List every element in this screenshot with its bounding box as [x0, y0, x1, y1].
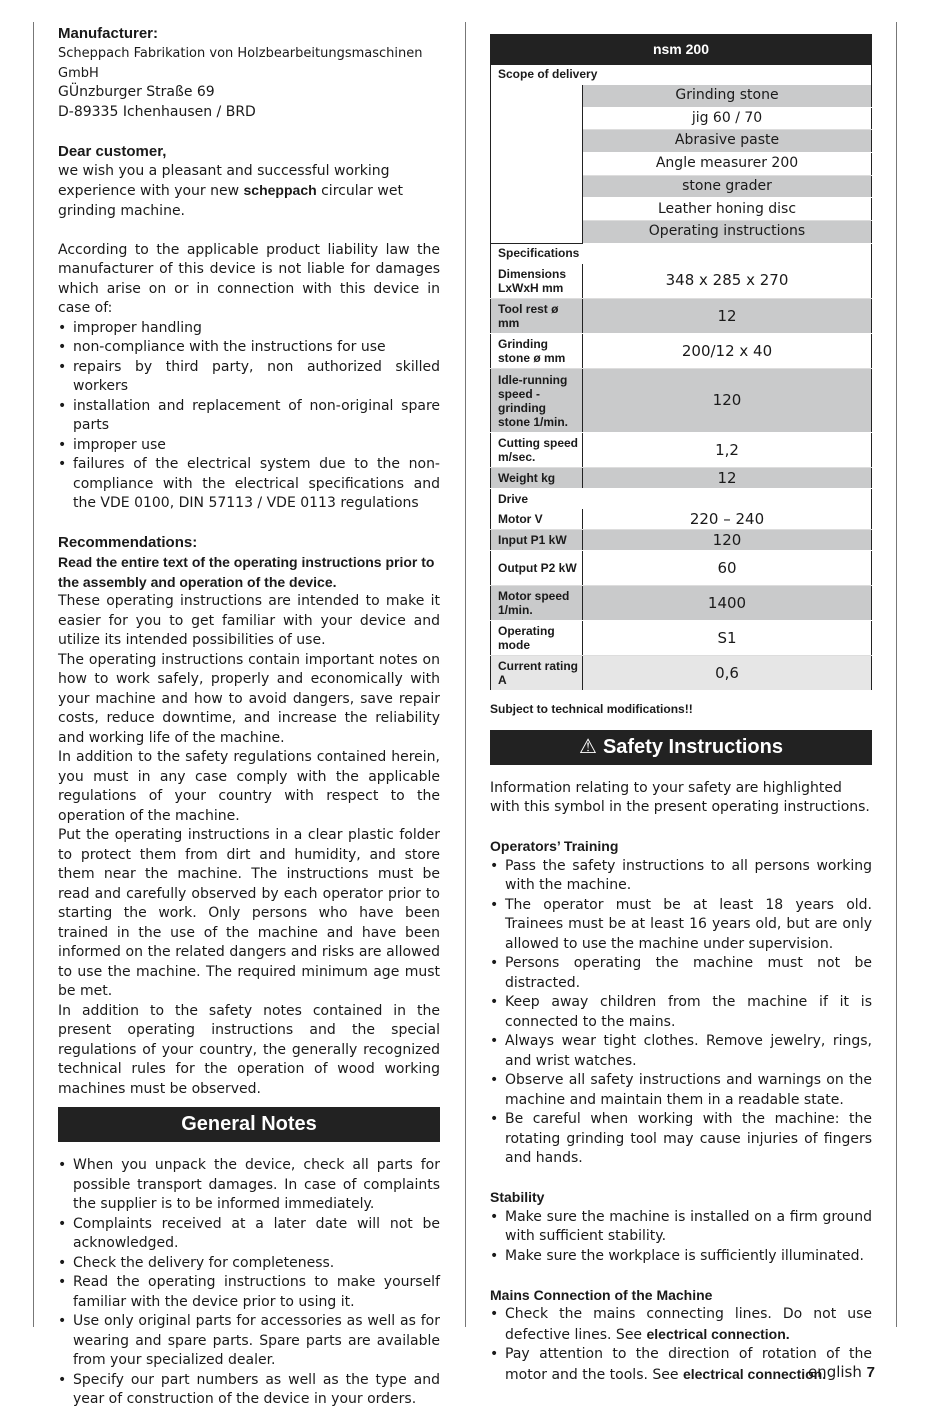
drive-value: 0,6	[583, 656, 872, 691]
spec-value: 1,2	[583, 433, 872, 468]
table-row	[491, 530, 872, 551]
left-column	[58, 24, 440, 1410]
right-margin-rule	[896, 22, 897, 1327]
stability-heading: Stability	[490, 1189, 545, 1206]
spec-label: Weight kg	[491, 468, 583, 489]
scope-item: Abrasive paste	[583, 130, 872, 153]
table-row	[491, 551, 872, 586]
table-row	[491, 264, 872, 299]
list-item: • failures of the electrical system due to the non-compliance with the electrical specifications and the VDE 0100, DIN 57113 / VDE 0113 regulations	[58, 455, 440, 514]
spec-value: 12	[583, 468, 872, 489]
page-number: 7	[866, 1364, 875, 1381]
table-row	[491, 468, 872, 489]
table-title: nsm 200	[491, 35, 872, 66]
spec-value: 200/12 x 40	[583, 334, 872, 369]
brand-name: scheppach	[243, 182, 317, 198]
table-row	[491, 334, 872, 369]
list-item: • Check the mains connecting lines. Do not use defective lines. See electrical connection.	[490, 1305, 872, 1345]
list-item: • Use only original parts for accessories as well as for wearing and spare parts. Spare parts are available from your specialized dealer.	[58, 1312, 440, 1371]
list-item: • Make sure the machine is installed on a firm ground with sufficient stability.	[490, 1208, 872, 1247]
liability-text: According to the applicable product liability law the manufacturer of this device is not liable for damages which arise on or in connection with this device in case of:	[58, 241, 440, 316]
left-margin-rule	[33, 22, 34, 1327]
list-item: • Check the delivery for completeness.	[58, 1254, 440, 1274]
list-item: • Always wear tight clothes. Remove jewelry, rings, and wrist watches.	[490, 1032, 872, 1071]
drive-value: 1400	[583, 586, 872, 621]
manufacturer-company: Scheppach Fabrikation von Holzbearbeitungsmaschinen GmbH	[58, 46, 423, 81]
manufacturer-street: GÜnzburger Straße 69	[58, 84, 215, 100]
recommendations-paragraph: The operating instructions contain important notes on how to work safely, properly and economically with your machine and how to avoid dangers, save repair costs, reduce downtime, and increase the reliability and working life of the machine.	[58, 651, 440, 746]
scope-item: Leather honing disc	[583, 198, 872, 221]
table-row	[491, 621, 872, 656]
table-row	[491, 85, 872, 107]
drive-value: 60	[583, 551, 872, 586]
list-item: • Complaints received at a later date will not be acknowledged.	[58, 1215, 440, 1254]
greeting-text: we wish you a pleasant and successful working experience with your new scheppach circular wet grinding machine.	[58, 162, 403, 219]
spec-table	[490, 34, 872, 691]
list-item: • The operator must be at least 18 years old. Trainees must be at least 16 years old, but are only allowed to use the machine under supervision.	[490, 896, 872, 955]
drive-label: Operating mode	[491, 621, 583, 656]
drive-value: 220 – 240	[583, 509, 872, 530]
list-item: • Keep away children from the machine if it is connected to the mains.	[490, 993, 872, 1032]
recommendations-paragraph: In addition to the safety notes contained in the present operating instructions and the special regulations of your country, the generally recognized technical rules for the operation of wood working machines must be observed.	[58, 1002, 440, 1097]
drive-value: S1	[583, 621, 872, 656]
table-row	[491, 509, 872, 530]
spec-label: Idle-running speed - grinding stone 1/min.	[491, 369, 583, 433]
drive-label: Output P2 kW	[491, 551, 583, 586]
table-row	[491, 299, 872, 334]
spec-label: Cutting speed m/sec.	[491, 433, 583, 468]
scope-item: stone grader	[583, 175, 872, 198]
operators-training-heading: Operators’ Training	[490, 838, 619, 855]
drive-label: Input P1 kW	[491, 530, 583, 551]
specifications-heading: Specifications	[491, 243, 872, 264]
liability-list	[58, 319, 440, 514]
drive-value: 120	[583, 530, 872, 551]
drive-label: Current rating A	[491, 656, 583, 691]
operators-training-list	[490, 857, 872, 1169]
list-item: • When you unpack the device, check all parts for possible transport damages. In case of complaints the supplier is to be informed immediately.	[58, 1156, 440, 1215]
center-column-rule	[465, 22, 466, 1327]
warning-triangle-icon: ⚠	[579, 735, 597, 758]
scope-item: Operating instructions	[583, 221, 872, 244]
scope-item: Grinding stone	[583, 85, 872, 107]
spec-label: Dimensions LxWxH mm	[491, 264, 583, 299]
spec-value: 120	[583, 369, 872, 433]
recommendations-heading: Recommendations:	[58, 534, 198, 551]
page-footer	[808, 1363, 875, 1381]
spec-value: 12	[583, 299, 872, 334]
list-item: • Persons operating the machine must not be distracted.	[490, 954, 872, 993]
list-item: • improper handling	[58, 319, 440, 339]
table-row	[491, 433, 872, 468]
stability-list	[490, 1208, 872, 1267]
list-item: • Read the operating instructions to make yourself familiar with the device prior to using it.	[58, 1273, 440, 1312]
spec-label: Tool rest ø mm	[491, 299, 583, 334]
list-item: • Pay attention to the direction of rotation of the motor and the tools. See electrical connection.	[490, 1345, 872, 1385]
scope-item: Angle measurer 200	[583, 153, 872, 176]
right-column	[490, 34, 872, 1385]
scope-heading: Scope of delivery	[498, 67, 598, 82]
list-item: • installation and replacement of non-original spare parts	[58, 397, 440, 436]
footer-language: english	[807, 1363, 862, 1381]
general-notes-title: General Notes	[58, 1107, 440, 1142]
list-item: • Specify our part numbers as well as the type and year of construction of the device in your orders.	[58, 1371, 440, 1410]
table-row	[491, 656, 872, 691]
list-item: • Be careful when working with the machine: the rotating grinding tool may cause injuries of fingers and hands.	[490, 1110, 872, 1169]
list-item: • Observe all safety instructions and warnings on the machine and maintain them in a readable state.	[490, 1071, 872, 1110]
list-item: • improper use	[58, 436, 440, 456]
safety-instructions-title: ⚠ Safety Instructions	[490, 730, 872, 765]
spec-value: 348 x 285 x 270	[583, 264, 872, 299]
spec-label: Grinding stone ø mm	[491, 334, 583, 369]
manufacturer-city: D-89335 Ichenhausen / BRD	[58, 103, 256, 120]
list-item: • repairs by third party, non authorized skilled workers	[58, 358, 440, 397]
drive-label: Motor speed 1/min.	[491, 586, 583, 621]
table-row	[491, 369, 872, 433]
manufacturer-heading: Manufacturer:	[58, 25, 159, 42]
list-item: • non-compliance with the instructions for use	[58, 338, 440, 358]
greeting-heading: Dear customer,	[58, 142, 167, 160]
list-item: • Make sure the workplace is sufficiently illuminated.	[490, 1247, 872, 1267]
safety-intro: Information relating to your safety are highlighted with this symbol in the present operating instructions.	[490, 779, 870, 816]
recommendations-paragraph: In addition to the safety regulations contained herein, you must in any case comply with the applicable regulations of your country with respect to the operation of the machine.	[58, 749, 440, 824]
drive-heading: Drive	[491, 489, 872, 510]
recommendations-paragraph: Put the operating instructions in a clear plastic folder to protect them from dirt and humidity, and store them near the machine. The instructions must be read and carefully observed by each operator prior to starting the work. Only persons who have been trained in the use of the machine and have been informed on the related dangers and risks are allowed to use the machine. The required minimum age must be met.	[58, 827, 440, 999]
list-item: • Pass the safety instructions to all persons working with the machine.	[490, 857, 872, 896]
recommendations-paragraph: These operating instructions are intended to make it easier for you to get familiar with your device and utilize its intended possibilities of use.	[58, 593, 440, 648]
mains-connection-heading: Mains Connection of the Machine	[490, 1286, 713, 1303]
table-row	[491, 586, 872, 621]
scope-item: jig 60 / 70	[583, 107, 872, 130]
drive-label: Motor V	[491, 509, 583, 530]
general-notes-list	[58, 1156, 440, 1410]
recommendations-bold-text: Read the entire text of the operating instructions prior to the assembly and operation of the device.	[58, 554, 435, 590]
technical-note: Subject to technical modifications!!	[490, 702, 693, 717]
